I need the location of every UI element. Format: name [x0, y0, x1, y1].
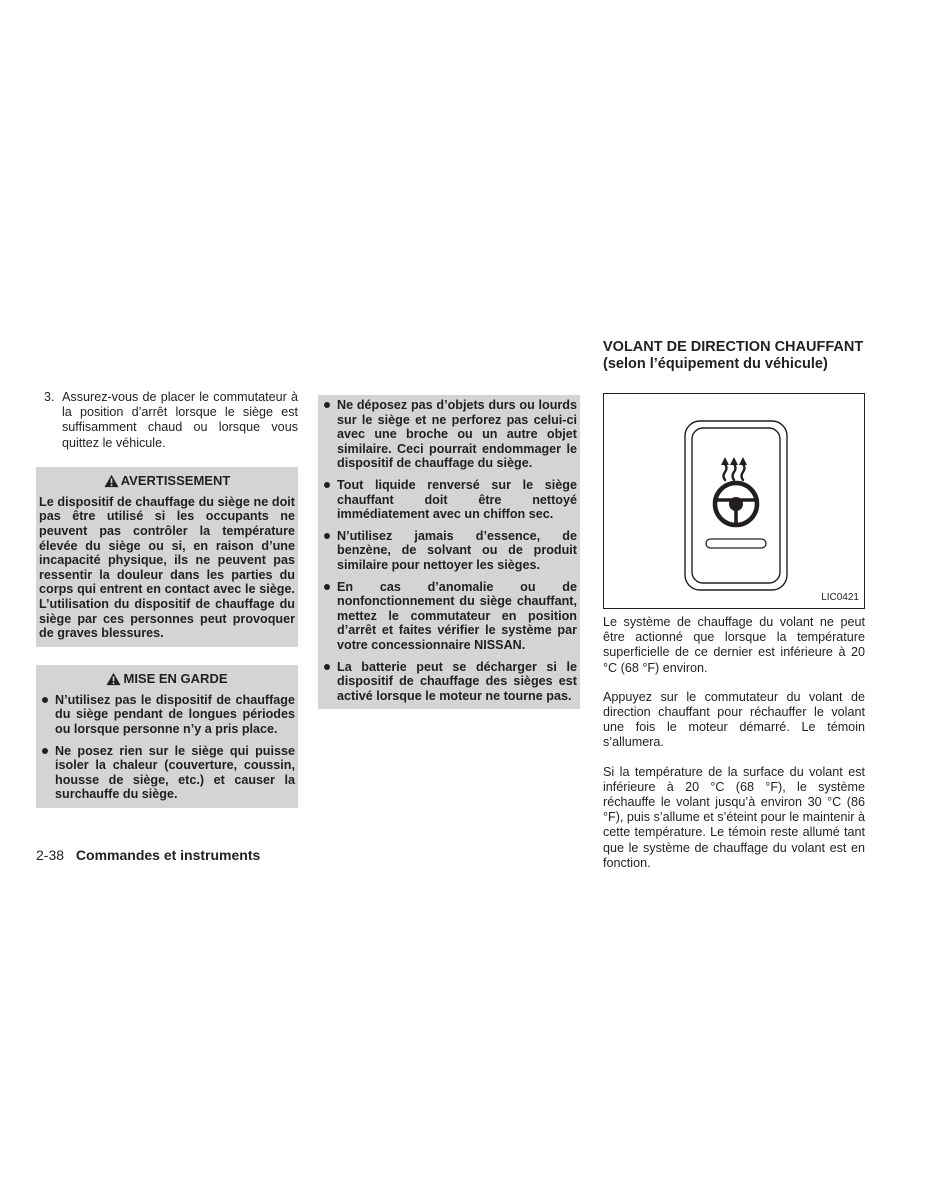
section-title-line2: (selon l’équipement du véhicule) [603, 356, 828, 372]
warning-header [39, 471, 295, 491]
figure [603, 393, 865, 609]
warning-text: Le dispositif de chauffage du siège ne doit pas être utilisé si les occupants ne peuvent pas contrôler la température élevée du siège ou si, en raison d’une incapacité physique, ils ne peuvent pas ressentir la douleur dans les parties du corps qui entrent en contact avec le siège. L’utilisation du dispositif de chauffage du siège par ces personnes peut provoquer de graves blessures. [39, 494, 295, 641]
paragraph: Si la température de la surface du volant est inférieure à 20 °C (68 °F), le système réchauffe le volant jusqu’à environ 30 °C (86 °F), puis s’allume et s’éteint pour le maintenir à cette température. Le témoin reste allumé tant que le système de chauffage du volant est en fonction. [603, 764, 865, 870]
bullet-icon [324, 402, 330, 408]
warning-triangle-icon [104, 474, 119, 488]
bullet-icon [324, 533, 330, 539]
step-text: Assurez-vous de placer le commutateur à la position d’arrêt lorsque le siège est suffisamment chaud ou lorsque vous quittez le véhicule. [62, 390, 298, 450]
right-column [603, 339, 865, 885]
left-column [36, 390, 298, 808]
list-item: N’utilisez pas le dispositif de chauffage du siège pendant de longues périodes ou lorsque personne n’y a pris place. [39, 693, 295, 737]
warning-triangle-icon [106, 672, 121, 686]
caution-box [36, 665, 298, 808]
step-item [36, 390, 298, 451]
caution-continued-list [321, 398, 577, 703]
bullet-icon [42, 748, 48, 754]
figure-label: LIC0421 [821, 591, 859, 603]
section-title-line1: VOLANT DE DIRECTION CHAUFFANT [603, 339, 864, 355]
caution-title: MISE EN GARDE [123, 671, 228, 687]
paragraph: Le système de chauffage du volant ne peut être actionné que lorsque la température superficielle de ce dernier est inférieure à 20 °C (68 °F) environ. [603, 615, 865, 675]
list-item: La batterie peut se décharger si le dispositif de chauffage des sièges est activé lorsque le moteur ne tourne pas. [321, 660, 577, 704]
page-number: 2-38 [36, 847, 65, 863]
list-item: Ne posez rien sur le siège qui puisse isoler la chaleur (couverture, coussin, housse de siège, etc.) et causer la surchauffe du siège. [39, 744, 295, 802]
step-number: 3. [44, 390, 55, 404]
bullet-icon [324, 584, 330, 590]
middle-column [318, 395, 580, 709]
heated-steering-wheel-switch-icon [604, 394, 864, 608]
list-item: N’utilisez jamais d’essence, de benzène, de solvant ou de produit similaire pour nettoyer les sièges. [321, 529, 577, 573]
page-footer [36, 847, 260, 863]
bullet-icon [324, 664, 330, 670]
list-item: En cas d’anomalie ou de nonfonctionnement du siège chauffant, mettez le commutateur en position d’arrêt et faites vérifier le système par votre concessionnaire NISSAN. [321, 580, 577, 653]
description [603, 615, 865, 871]
footer-section-title: Commandes et instruments [75, 847, 261, 863]
bullet-icon [324, 482, 330, 488]
warning-box [36, 467, 298, 647]
list-item: Tout liquide renversé sur le siège chauffant doit être nettoyé immédiatement avec un chiffon sec. [321, 478, 577, 522]
list-item: Ne déposez pas d’objets durs ou lourds sur le siège et ne perforez pas celui-ci avec une broche ou un autre objet similaire. Ceci pourrait endommager le dispositif de chauffage du siège. [321, 398, 577, 471]
paragraph: Appuyez sur le commutateur du volant de direction chauffant pour réchauffer le volant une fois le moteur démarré. Le témoin s’allumera. [603, 689, 865, 750]
caution-header [39, 669, 295, 689]
caution-continued-box [318, 395, 580, 709]
warning-title: AVERTISSEMENT [120, 473, 231, 489]
caution-list [39, 693, 295, 802]
bullet-icon [42, 697, 48, 703]
section-title [603, 339, 865, 373]
